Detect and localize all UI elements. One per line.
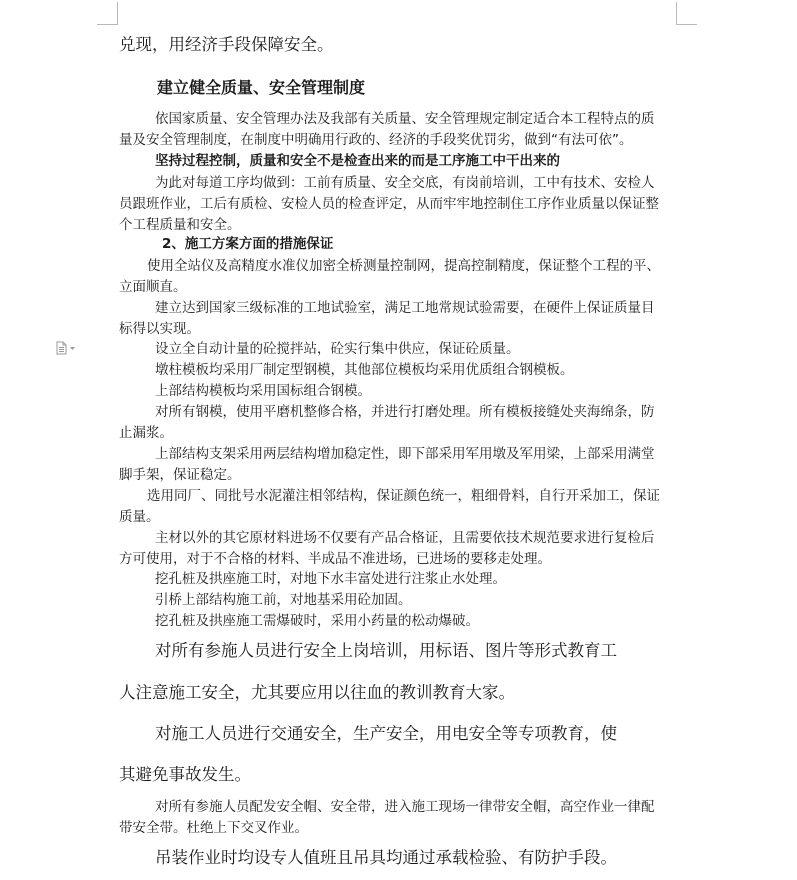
paragraph-line: 选用同厂、同批号水泥灌注相邻结构，保证颜色统一，粗细骨料，自行开采加工，保证 xyxy=(147,488,660,504)
paragraph-line: 对所有钢模，使用平磨机整修合格，并进行打磨处理。所有模板接缝处夹海绵条，防 xyxy=(155,404,655,420)
paragraph-line: 标得以实现。 xyxy=(119,321,200,337)
paragraph-line: 量及安全管理制度，在制度中明确用行政的、经济的手段奖优罚劣，做到“有法可依”。 xyxy=(119,132,633,148)
paragraph-line: 个工程质量和安全。 xyxy=(119,217,241,233)
paragraph-line: 方可使用，对于不合格的材料、半成品不准进场，已进场的要移走处理。 xyxy=(119,551,551,567)
paragraph-line: 吊装作业时均设专人值班且吊具均通过承载检验、有防护手段。 xyxy=(155,848,617,867)
section-heading: 2、施工方案方面的措施保证 xyxy=(162,236,334,252)
paragraph-line: 上部结构支架采用两层结构增加稳定性，即下部采用军用墩及军用梁，上部采用满堂 xyxy=(155,446,655,462)
paragraph-line: 带安全带。杜绝上下交叉作业。 xyxy=(119,820,308,836)
paragraph-line: 对所有参施人员进行安全上岗培训，用标语、图片等形式教育工 xyxy=(155,641,617,660)
paragraph-line: 员跟班作业，工后有质检、安检人员的检查评定，从而牢牢地控制住工序作业质量以保证整 xyxy=(119,196,659,212)
document-options-icon[interactable] xyxy=(54,340,78,354)
paragraph-line: 兑现，用经济手段保障安全。 xyxy=(119,35,334,54)
paragraph-line: 上部结构模板均采用国标组合钢模。 xyxy=(155,383,371,399)
paragraph-line: 脚手架，保证稳定。 xyxy=(119,467,241,483)
paragraph-line: 对所有参施人员配发安全帽、安全带，进入施工现场一律带安全帽，高空作业一律配 xyxy=(155,799,655,815)
paragraph-line: 人注意施工安全，尤其要应用以往血的教训教育大家。 xyxy=(119,683,515,702)
section-heading: 建立健全质量、安全管理制度 xyxy=(157,78,366,97)
paragraph-line: 墩柱模板均采用厂制定型钢模，其他部位模板均采用优质组合钢模板。 xyxy=(155,362,574,378)
paragraph-line: 引桥上部结构施工前，对地基采用砼加固。 xyxy=(155,592,412,608)
paragraph-line: 为此对每道工序均做到：工前有质量、安全交底，有岗前培训，工中有技术、安检人 xyxy=(155,175,655,191)
paragraph-line: 挖孔桩及拱座施工时，对地下水丰富处进行注浆止水处理。 xyxy=(155,571,506,587)
section-heading: 坚持过程控制，质量和安全不是检查出来的而是工序施工中干出来的 xyxy=(155,153,560,169)
paragraph-line: 设立全自动计量的砼搅拌站，砼实行集中供应，保证砼质量。 xyxy=(155,341,520,357)
crop-mark-top-left xyxy=(97,2,118,25)
paragraph-line: 主材以外的其它原材料进场不仅要有产品合格证，且需要依技术规范要求进行复检后 xyxy=(155,530,655,546)
paragraph-line: 依国家质量、安全管理办法及我部有关质量、安全管理规定制定适合本工程特点的质 xyxy=(155,111,655,127)
paragraph-line: 立面顺直。 xyxy=(119,279,187,295)
paragraph-line: 止漏浆。 xyxy=(119,425,173,441)
paragraph-line: 使用全站仪及高精度水准仪加密全桥测量控制网，提高控制精度，保证整个工程的平、 xyxy=(147,258,660,274)
paragraph-line: 其避免事故发生。 xyxy=(119,765,251,784)
crop-mark-top-right xyxy=(676,2,697,25)
paragraph-line: 挖孔桩及拱座施工需爆破时，采用小药量的松动爆破。 xyxy=(155,613,479,629)
paragraph-line: 质量。 xyxy=(119,509,160,525)
paragraph-line: 对施工人员进行交通安全，生产安全，用电安全等专项教育，使 xyxy=(155,724,617,743)
paragraph-line: 建立达到国家三级标准的工地试验室，满足工地常规试验需要，在硬件上保证质量目 xyxy=(155,300,655,316)
